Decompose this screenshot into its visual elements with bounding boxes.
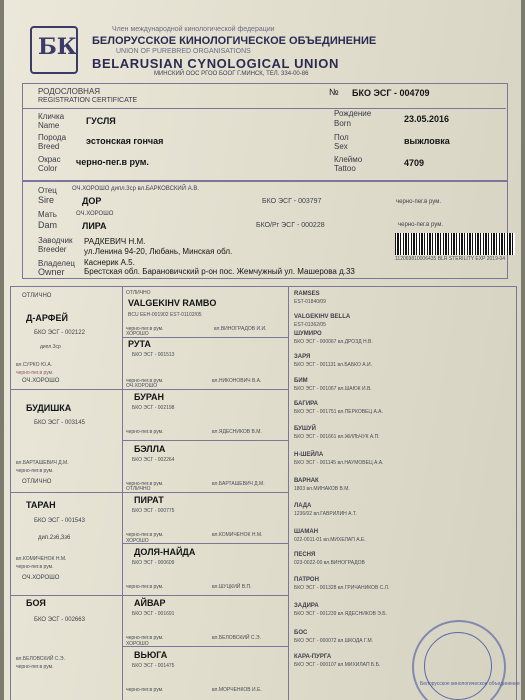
col3-reg: EST-01840/09 (294, 299, 326, 305)
col3-name: БУШУЙ (294, 426, 316, 432)
row-divider (122, 492, 288, 493)
col3-reg: БКО ЭСГ - 000067 вл.ДРОЗД Н.В. (294, 339, 373, 345)
col2-color: черно-пег.в рум. (126, 378, 164, 384)
col1-owner: вл.БАРТАШЕВИЧ Д.М. (16, 460, 69, 466)
col3-name: VALGEKIHV BELLA (294, 314, 351, 320)
born-label-ru: Рождение (334, 109, 372, 118)
owner-label-en: Owner (38, 267, 65, 277)
col3-reg: EST-01362/05 (294, 322, 326, 328)
col3-name: ШАМАН (294, 529, 319, 535)
header-title-ru: БЕЛОРУССКОЕ КИНОЛОГИЧЕСКОЕ ОБЪЕДИНЕНИЕ (92, 35, 377, 47)
col3-name: БАГИРА (294, 401, 318, 407)
breed-value: эстонская гончая (86, 136, 164, 146)
col3-reg: БКО ЭСГ - 001751 вл.ПЕРКОВЕЦ А.А. (294, 409, 383, 415)
no-symbol: № (329, 87, 339, 97)
breeder-address: ул.Ленина 94-20, Любань, Минская обл. (84, 247, 233, 256)
column-divider (122, 286, 123, 700)
barcode-text: 112069810006435 BLR STERILITY EXP 2019-04 (395, 256, 506, 262)
col2-reg: BCU EEH-001902 EST-01102/05 (128, 312, 202, 318)
col3-reg: 1803 вл.МИНАКОВ В.М. (294, 486, 350, 492)
union-logo: БК (30, 26, 78, 74)
sire-color: черно-пег.в рум. (396, 199, 442, 205)
col2-name: ДОЛЯ-НАЙДА (134, 547, 196, 557)
col1-reg: БКО ЭСГ - 002122 (34, 330, 85, 336)
col2-reg: БКО ЭСГ - 002264 (132, 457, 175, 463)
row-divider (10, 389, 122, 390)
col3-reg: БКО ЭСГ - 000072 вл.ШКОДА Г.М. (294, 638, 374, 644)
certificate-label-en: REGISTRATION CERTIFICATE (38, 97, 138, 104)
col1-color: черно-пег.в рум. (16, 468, 54, 474)
col1-color: черно-пег.в рум. (16, 664, 54, 670)
col2-owner: вл.КОМИЧЕНОК Н.М. (212, 532, 263, 538)
col3-reg: БКО ЭСГ - 001661 вл.ЖИЛЬЧУК А.П. (294, 434, 380, 440)
seal-text: Белорусское кинологическое объединение (420, 681, 520, 687)
col1-note: дип.2з6,3з6 (38, 535, 71, 541)
born-label-en: Born (334, 119, 351, 128)
header-title-en: BELARUSIAN CYNOLOGICAL UNION (92, 56, 339, 71)
col1-note: дипл.3ср (40, 344, 61, 350)
col3-reg: БКО ЭСГ - 001145 вл.НАУМОВЕЦ А.А. (294, 460, 384, 466)
col2-name: VALGEKIHV RAMBO (128, 298, 217, 308)
header-top-small: Член международной кинологической федерации (112, 26, 275, 33)
color-value: черно-пег.в рум. (76, 157, 149, 167)
dam-note: ОЧ.ХОРОШО (76, 211, 114, 217)
breed-label-en: Breed (38, 142, 60, 151)
sex-label-en: Sex (334, 142, 348, 151)
col2-color: черно-пег.в рум. (126, 429, 164, 435)
dam-label-en: Dam (38, 220, 58, 230)
col1-grade: ОТЛИЧНО (22, 293, 52, 299)
dam-color: черно-пег.в рум. (398, 222, 444, 228)
col2-owner: вл.БАРТАШЕВИЧ Д.М. (212, 481, 265, 487)
col2-grade: ОТЛИЧНО (126, 486, 151, 492)
sire-reg: БКО ЭСГ - 003797 (262, 198, 322, 205)
owner-label-ru: Владелец (38, 259, 76, 268)
col3-name: ПЕСНЯ (294, 552, 316, 558)
breed-label-ru: Порода (38, 133, 67, 142)
col2-owner: вл.ЯДЕСНИКОВ В.М. (212, 429, 262, 435)
col1-reg: БКО ЭСГ - 002663 (34, 617, 85, 623)
col2-color: черно-пег.в рум. (126, 584, 164, 590)
col1-owner: вл.БЕЛОВСКИЙ С.Э. (16, 656, 65, 662)
row-divider (122, 440, 288, 441)
sire-label-en: Sire (38, 195, 55, 205)
col2-grade: ОТЛИЧНО (126, 290, 151, 296)
sex-value: выжловка (404, 136, 450, 146)
row-divider (122, 595, 288, 596)
col3-name: ЛАДА (294, 503, 312, 509)
col3-reg: БКО ЭСГ - 000107 вл.МИХИЛАП Б.Б. (294, 662, 381, 668)
col2-owner: вл.НИКОНОВИЧ В.А. (212, 378, 262, 384)
tattoo-value: 4709 (404, 158, 425, 168)
col1-grade: ОЧ.ХОРОШО (22, 575, 60, 581)
col3-name: RAMSES (294, 291, 320, 297)
header-address: МИНСКИЙ ООС РГОО БООГ Г.МИНСК, ТЕЛ. 334-00-86 (154, 71, 309, 77)
certificate-number: БКО ЭСГ - 004709 (352, 88, 430, 98)
tattoo-label-ru: Клеймо (334, 155, 363, 164)
col2-reg: БКО ЭСГ - 001513 (132, 352, 175, 358)
row-divider (122, 389, 288, 390)
name-label-ru: Кличка (38, 112, 65, 121)
col2-color: черно-пег.в рум. (126, 326, 164, 332)
col2-reg: БКО ЭСГ - 001691 (132, 611, 175, 617)
sire-note: ОЧ.ХОРОШО дипл.3ср вл.БАРКОВСКИЙ А.В. (72, 186, 200, 192)
col2-color: черно-пег.в рум. (126, 532, 164, 538)
col2-reg: БКО ЭСГ - 002198 (132, 405, 175, 411)
col3-name: ЗАДИРА (294, 603, 319, 609)
pedigree-certificate (4, 0, 521, 700)
col3-reg: БКО ЭСГ - 001131 вл.БАБКО А.И. (294, 362, 372, 368)
col2-reg: БКО ЭСГ - 001475 (132, 663, 175, 669)
col2-name: ВЬЮГА (134, 650, 168, 660)
col3-reg: БКО ЭСГ - 001239 вл.ЯДЕСНИКОВ Э.Б. (294, 611, 387, 617)
tattoo-label-en: Tattoo (334, 164, 356, 173)
col2-name: РУТА (128, 339, 151, 349)
col2-owner: вл.МОРЧЕНКОВ И.Е. (212, 687, 262, 693)
owner-name: Каснерик А.5. (84, 258, 135, 267)
column-divider (288, 286, 289, 700)
col2-owner: вл.ШУЦКИЙ В.П. (212, 584, 252, 590)
barcode (395, 233, 515, 255)
col2-owner: вл.ВИНОГРАДОВ И.И. (214, 326, 267, 332)
col3-name: КАРА-ПУРГА (294, 654, 332, 660)
col3-reg: БКО ЭСГ - 001328 вл.ГРИЧАНИКОВ С.Л. (294, 585, 390, 591)
col1-owner: вл.СУРКО Ю.А. (16, 362, 53, 368)
col1-name: БОЯ (26, 598, 46, 608)
name-label-en: Name (38, 121, 60, 130)
col1-grade: ОТЛИЧНО (22, 479, 52, 485)
col2-name: АЙВАР (134, 598, 166, 608)
col3-reg: БКО ЭСГ - 001067 вл.ШАЮК И.В. (294, 386, 372, 392)
col1-name: БУДИШКА (26, 403, 72, 413)
col2-reg: БКО ЭСГ - 000775 (132, 508, 175, 514)
col1-name: Д-АРФЕЙ (26, 313, 68, 323)
col2-owner: вл.БЕЛОВСКИЙ С.Э. (212, 635, 261, 641)
col3-name: ЗАРЯ (294, 354, 311, 360)
col2-grade: ХОРОШО (126, 538, 149, 544)
dam-label-ru: Мать (38, 210, 57, 219)
official-seal-inner (424, 632, 492, 700)
col1-grade: ОЧ.ХОРОШО (22, 378, 60, 384)
col1-color: черно-пег.в рум. (16, 564, 54, 570)
col3-reg: 023-0022-00 вл.ВИНОГРАДОВ (294, 560, 365, 566)
header-union-sub: UNION OF PUREBRED ORGANISATIONS (116, 48, 251, 55)
row-divider (10, 595, 122, 596)
sire-label-ru: Отец (38, 186, 57, 195)
col1-reg: БКО ЭСГ - 001543 (34, 518, 85, 524)
dam-name: ЛИРА (82, 221, 107, 231)
col3-name: БИМ (294, 378, 308, 384)
col3-name: БОС (294, 630, 308, 636)
col2-name: БУРАН (134, 392, 165, 402)
col2-name: БЭЛЛА (134, 444, 166, 454)
col2-color: черно-пег.в рум. (126, 635, 164, 641)
col2-name: ПИРАТ (134, 495, 164, 505)
col1-owner: вл.КОМИЧЕНОК Н.М. (16, 556, 67, 562)
col2-grade: ХОРОШО (126, 331, 149, 337)
sire-name: ДОР (82, 196, 102, 206)
row-divider (10, 492, 122, 493)
divider (22, 108, 506, 109)
breeder-label-ru: Заводчик (38, 236, 73, 245)
col3-name: ШУМИРО (294, 331, 322, 337)
col3-name: ВАРНАК (294, 478, 319, 484)
col2-grade: ОЧ.ХОРОШО (126, 383, 158, 389)
color-label-ru: Окрас (38, 155, 61, 164)
col1-color: черно-пег.в рум. (16, 370, 54, 376)
col3-name: ПАТРОН (294, 577, 319, 583)
breeder-label-en: Breeder (38, 245, 67, 254)
dog-name: ГУСЛЯ (86, 116, 116, 126)
certificate-label-ru: РОДОСЛОВНАЯ (38, 87, 101, 96)
row-divider (122, 337, 288, 338)
breeder-name: РАДКЕВИЧ Н.М. (84, 237, 146, 246)
color-label-en: Color (38, 164, 58, 173)
sex-label-ru: Пол (334, 133, 349, 142)
col2-grade: ХОРОШО (126, 641, 149, 647)
col2-color: черно-пег.в рум. (126, 687, 164, 693)
col3-name: Н-ШЕЙЛА (294, 452, 324, 458)
col1-name: ТАРАН (26, 500, 56, 510)
col3-reg: 1236/02 вл.ГАВРИЛИН А.Т. (294, 511, 357, 517)
owner-address: Брестская обл. Барановичский р-он пос. Жемчужный ул. Машерова д.33 (84, 267, 355, 276)
col3-reg: 022-0011-01 вл.МИХЕЛАП А.Е. (294, 537, 366, 543)
col2-color: черно-пег.в рум. (126, 481, 164, 487)
col2-reg: БКО ЭСГ - 000609 (132, 560, 175, 566)
born-date: 23.05.2016 (404, 114, 450, 124)
dam-reg: БКО/Рг ЭСГ - 000228 (256, 222, 325, 229)
col1-reg: БКО ЭСГ - 003145 (34, 420, 85, 426)
